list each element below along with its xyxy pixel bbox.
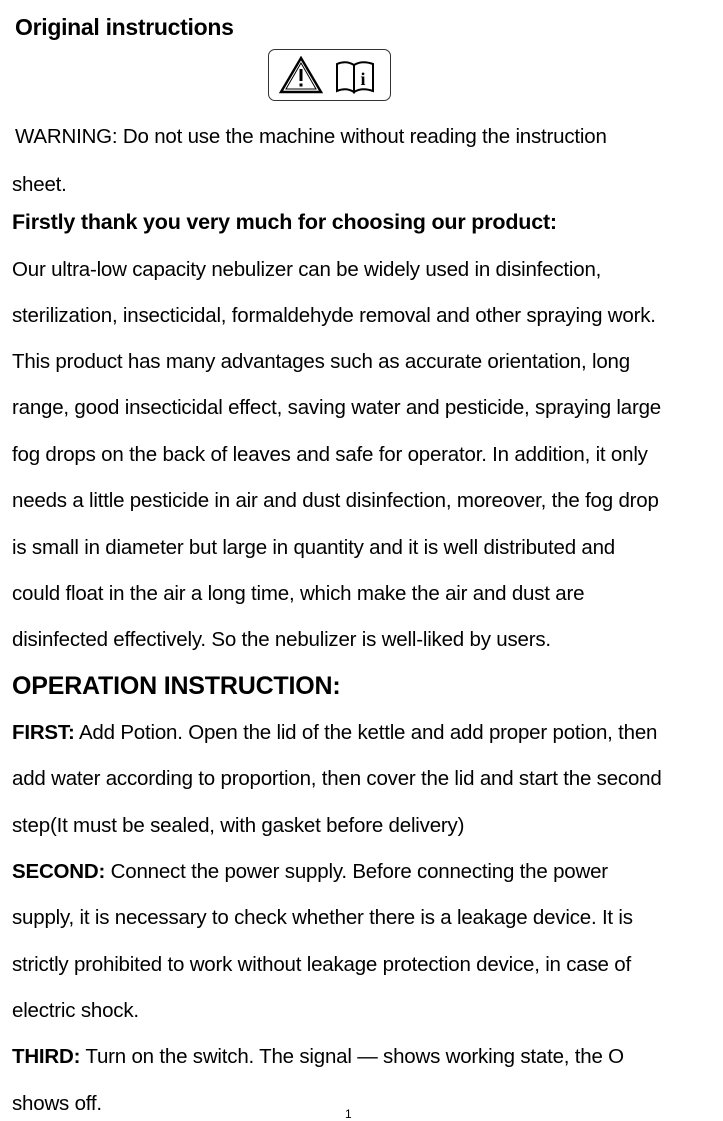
step-second-line-1 (12, 860, 608, 884)
warning-line-2: sheet. (12, 173, 67, 196)
read-manual-icon (334, 58, 376, 94)
page-number: 1 (345, 1107, 352, 1121)
step-second-line-4: electric shock. (12, 999, 139, 1022)
operation-heading: OPERATION INSTRUCTION: (12, 672, 341, 700)
warning-symbols-box (268, 49, 391, 101)
step-second-line-3: strictly prohibited to work without leakage protection device, in case of (12, 953, 631, 976)
step-first-text: Add Potion. Open the lid of the kettle and add proper potion, then (74, 721, 658, 744)
intro-line: This product has many advantages such as accurate orientation, long (12, 350, 630, 373)
step-first-line-3: step(It must be sealed, with gasket before delivery) (12, 814, 465, 837)
step-first-label: FIRST: (12, 721, 75, 744)
intro-line: sterilization, insecticidal, formaldehyde removal and other spraying work. (12, 304, 656, 327)
intro-line: range, good insecticidal effect, saving water and pesticide, spraying large (12, 396, 661, 419)
intro-line: is small in diameter but large in quantity and it is well distributed and (12, 536, 615, 559)
step-second-label: SECOND: (12, 860, 106, 883)
step-second-line-2: supply, it is necessary to check whether there is a leakage device. It is (12, 906, 633, 929)
intro-line: needs a little pesticide in air and dust disinfection, moreover, the fog drop (12, 489, 659, 512)
step-third-label: THIRD: (12, 1045, 81, 1068)
step-second-text: Connect the power supply. Before connecting the power (105, 860, 608, 883)
step-third-line-2: shows off. (12, 1092, 102, 1115)
warning-triangle-icon (279, 56, 323, 94)
intro-line: could float in the air a long time, which make the air and dust are (12, 582, 585, 605)
step-first-line-2: add water according to proportion, then cover the lid and start the second (12, 767, 662, 790)
manual-icon-glyph: i (360, 69, 366, 89)
intro-heading: Firstly thank you very much for choosing our product: (12, 210, 557, 234)
warning-line-1: WARNING: Do not use the machine without reading the instruction (15, 125, 607, 148)
step-third-line-1 (12, 1045, 624, 1069)
intro-line: Our ultra-low capacity nebulizer can be widely used in disinfection, (12, 258, 602, 281)
document-title: Original instructions (15, 14, 234, 40)
intro-line: fog drops on the back of leaves and safe for operator. In addition, it only (12, 443, 648, 466)
step-first-line-1 (12, 721, 657, 745)
intro-line: disinfected effectively. So the nebulizer is well-liked by users. (12, 628, 551, 651)
step-third-text: Turn on the switch. The signal — shows working state, the O (80, 1045, 624, 1068)
